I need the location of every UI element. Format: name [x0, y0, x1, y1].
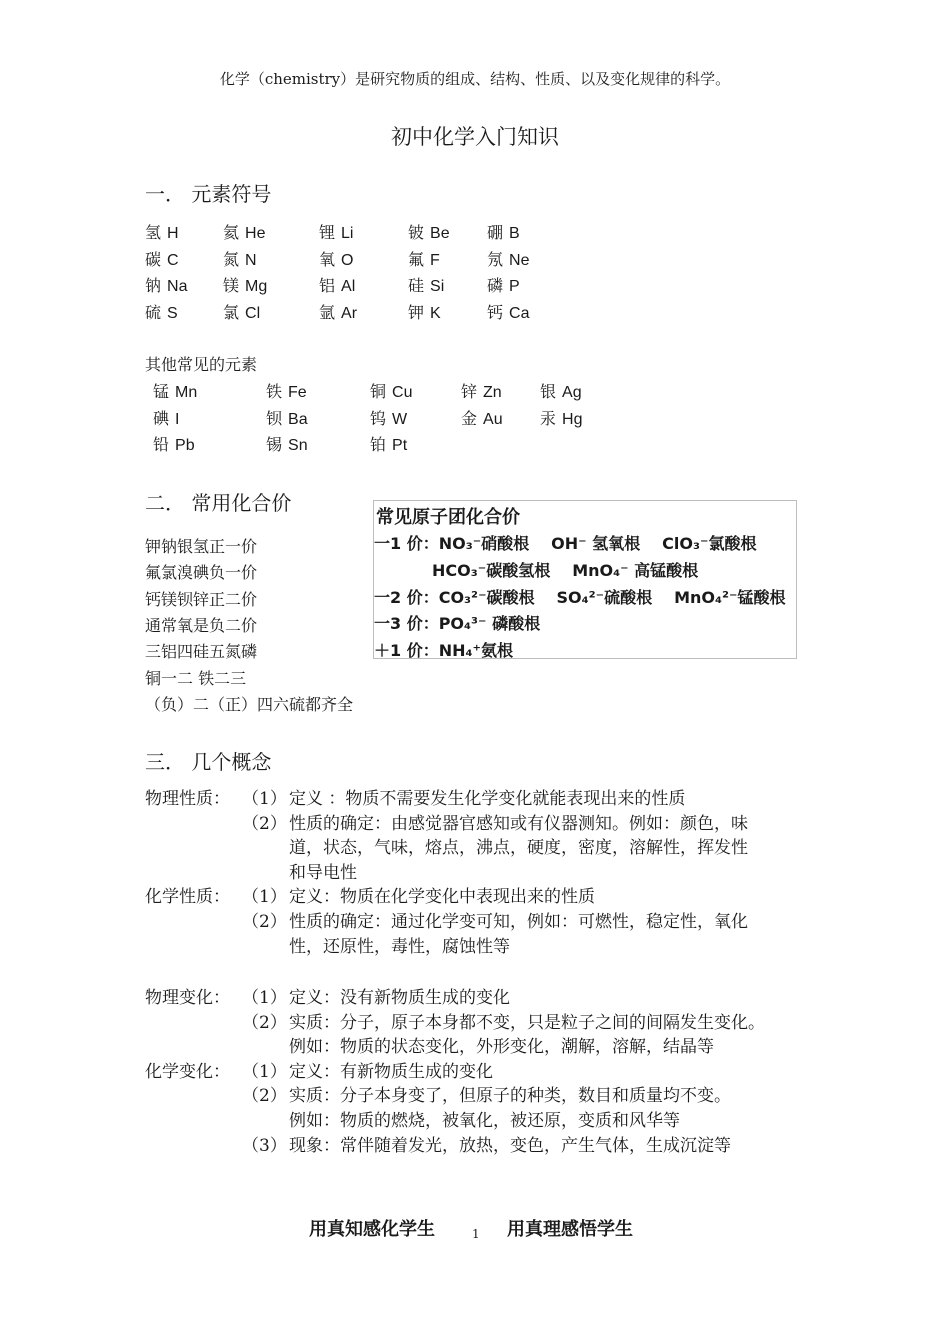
element-symbol: Pb [175, 437, 195, 454]
concept-item-number: （1） [242, 887, 287, 908]
mnemonic-line: 铜一二 铁二三 [145, 668, 247, 688]
concept-text: 性，还原性，毒性，腐蚀性等 [289, 936, 510, 957]
element-cell [370, 432, 407, 455]
element-name: 镁 [223, 276, 240, 295]
element-cell [319, 300, 357, 323]
element-symbol: Na [167, 278, 188, 295]
element-name: 锡 [266, 435, 283, 454]
element-symbol: W [392, 410, 408, 428]
page-header: 化学（chemistry）是研究物质的组成、结构、性质、以及变化规律的科学。 [219, 70, 731, 88]
element-name: 碘 [153, 408, 170, 428]
element-name: 氢 [145, 223, 162, 242]
concept-label: 化学变化： [145, 1061, 230, 1082]
radical-entry: ＋1 价：NH₄⁺氨根 [374, 641, 513, 660]
concept-text: 现象：常伴随着发光，放热，变色，产生气体，生成沉淀等 [289, 1135, 731, 1156]
section1-heading: 一． 元素符号 [145, 182, 272, 206]
element-symbol: Fe [288, 384, 307, 401]
concept-text: 定义：有新物质生成的变化 [289, 1061, 493, 1082]
element-name: 铜 [370, 382, 387, 401]
element-cell [370, 406, 407, 429]
element-name: 磷 [487, 276, 504, 295]
element-name: 钨 [370, 408, 387, 428]
element-cell [266, 432, 308, 455]
radical-entry: OH⁻ 氢氧根 [551, 534, 641, 553]
element-cell [223, 247, 257, 270]
element-symbol: P [509, 278, 520, 295]
radical-valence-line [374, 611, 562, 634]
element-cell [145, 273, 187, 296]
element-name: 氦 [223, 223, 240, 242]
element-name: 铁 [266, 382, 283, 401]
element-cell [487, 220, 520, 243]
concept-text: 和导电性 [289, 862, 357, 883]
radical-valence-line [374, 585, 808, 608]
element-name: 铝 [319, 276, 336, 295]
concept-label: 化学性质： [145, 887, 230, 908]
concept-text: 定义：物质在化学变化中表现出来的性质 [289, 887, 595, 908]
radical-valence-line [374, 531, 778, 554]
element-name: 金 [461, 408, 478, 428]
element-cell [153, 432, 195, 455]
element-cell [145, 247, 179, 270]
element-cell [408, 300, 441, 323]
concept-item-number: （1） [242, 789, 287, 809]
concept-text: 定义 ：物质不需要发生化学变化就能表现出来的性质 [289, 789, 686, 809]
element-name: 铂 [370, 435, 387, 454]
concept-text: 道，状态，气味，熔点，沸点，硬度，密度，溶解性，挥发性 [289, 838, 748, 859]
element-cell [540, 379, 582, 402]
concept-text: 例如：物质的燃烧，被氧化，被还原，变质和风华等 [289, 1111, 680, 1131]
element-name: 氮 [223, 249, 240, 269]
concept-item-number: （3） [242, 1135, 287, 1156]
element-symbol: H [167, 225, 179, 242]
element-name: 钡 [266, 408, 283, 428]
radical-entry: HCO₃⁻碳酸氢根 [432, 561, 551, 580]
element-name: 铅 [153, 435, 170, 454]
concept-item-number: （2） [242, 1012, 287, 1033]
element-symbol: Pt [392, 437, 408, 454]
radical-entry: SO₄²⁻硫酸根 [556, 588, 653, 607]
element-symbol: Zn [483, 384, 502, 401]
element-name: 氩 [319, 302, 336, 322]
element-name: 锰 [153, 382, 170, 401]
other-elements-heading: 其他常见的元素 [145, 355, 258, 374]
element-cell [461, 406, 503, 429]
element-cell [153, 406, 179, 429]
concept-text: 定义：没有新物质生成的变化 [289, 988, 510, 1008]
element-symbol: Be [430, 225, 450, 242]
element-symbol: K [430, 304, 441, 322]
element-cell [461, 379, 502, 402]
mnemonic-line: 氟氯溴碘负一价 [145, 563, 258, 583]
element-cell [153, 379, 197, 402]
element-name: 氯 [223, 302, 240, 322]
radical-valence-line [374, 638, 535, 661]
concept-text: 实质：分子，原子本身都不变，只是粒子之间的间隔发生变化。 [289, 1012, 765, 1033]
mnemonic-line: 三铝四硅五氮磷 [145, 642, 258, 662]
element-symbol: O [341, 251, 354, 269]
footer-right-slogan: 用真理感悟学生 [507, 1219, 633, 1240]
element-cell [223, 300, 260, 323]
radical-entry: 一1 价：NO₃⁻硝酸根 [374, 534, 530, 553]
radical-entry: ClO₃⁻氯酸根 [662, 534, 757, 553]
element-cell [408, 247, 440, 270]
radical-entry: MnO₄⁻ 高锰酸根 [572, 561, 699, 580]
element-symbol: F [430, 251, 440, 269]
element-cell [223, 273, 267, 296]
element-symbol: Al [341, 278, 356, 295]
element-symbol: Mg [245, 278, 268, 295]
element-symbol: Hg [562, 410, 583, 428]
mnemonic-line: 通常氧是负二价 [145, 615, 258, 635]
concept-label: 物理变化： [145, 988, 230, 1008]
element-symbol: Ca [509, 304, 530, 322]
element-cell [266, 406, 308, 429]
mnemonic-line: （负）二（正）四六硫都齐全 [145, 694, 354, 714]
concept-text: 性质的确定：通过化学变可知，例如：可燃性，稳定性，氧化 [289, 912, 748, 932]
concept-item-number: （2） [242, 813, 287, 834]
concept-text: 实质：分子本身变了，但原子的种类，数目和质量均不变。 [289, 1086, 731, 1107]
element-name: 钙 [487, 302, 504, 322]
element-symbol: Ne [509, 251, 530, 269]
element-cell [487, 273, 520, 296]
element-symbol: Cl [245, 304, 261, 322]
concept-label: 物理性质： [145, 789, 230, 809]
element-name: 氧 [319, 249, 336, 269]
element-cell [370, 379, 412, 402]
element-name: 锂 [319, 223, 336, 242]
section3-heading: 三． 几个概念 [145, 750, 272, 774]
element-name: 硼 [487, 223, 504, 242]
radical-entry: 一2 价：CO₃²⁻碳酸根 [374, 588, 535, 607]
radical-valence-line [432, 558, 720, 581]
element-symbol: Mn [175, 384, 198, 401]
radical-entry: MnO₄²⁻锰酸根 [674, 588, 786, 607]
element-symbol: B [509, 225, 520, 242]
element-name: 锌 [461, 382, 478, 401]
element-cell [487, 300, 529, 323]
element-cell [540, 406, 582, 429]
element-symbol: Ba [288, 410, 308, 428]
concept-text: 性质的确定：由感觉器官感知或有仪器测知。例如：颜色，味 [289, 813, 748, 834]
element-symbol: N [245, 251, 257, 269]
element-symbol: Cu [392, 384, 413, 401]
element-name: 钠 [145, 276, 162, 295]
element-cell [408, 220, 450, 243]
element-symbol: C [167, 251, 179, 269]
element-symbol: S [167, 304, 178, 322]
page-title: 初中化学入门知识 [391, 125, 559, 149]
page-number: 1 [472, 1227, 480, 1241]
element-cell [319, 273, 355, 296]
element-symbol: Au [483, 410, 503, 428]
element-cell [145, 300, 178, 323]
element-symbol: Si [430, 278, 445, 295]
element-name: 铍 [408, 223, 425, 242]
radical-valence-box [373, 500, 797, 659]
element-cell [145, 220, 179, 243]
element-name: 银 [540, 382, 557, 401]
mnemonic-line: 钙镁钡锌正二价 [145, 589, 258, 609]
element-cell [319, 247, 353, 270]
footer-left-slogan: 用真知感化学生 [309, 1219, 435, 1240]
section2-heading: 二． 常用化合价 [145, 491, 292, 515]
element-name: 碳 [145, 249, 162, 269]
element-name: 硫 [145, 302, 162, 322]
element-symbol: Ar [341, 304, 358, 322]
element-name: 钾 [408, 302, 425, 322]
element-cell [487, 247, 529, 270]
element-name: 氟 [408, 249, 425, 269]
radical-box-title: 常见原子团化合价 [376, 507, 520, 528]
element-cell [319, 220, 353, 243]
radical-entry: 一3 价：PO₄³⁻ 磷酸根 [374, 614, 541, 633]
mnemonic-line: 钾钠银氢正一价 [145, 537, 258, 556]
concept-item-number: （2） [242, 912, 287, 932]
element-symbol: Ag [562, 384, 582, 401]
element-symbol: Sn [288, 437, 308, 454]
element-cell [408, 273, 444, 296]
element-name: 硅 [408, 276, 425, 295]
element-symbol: I [175, 410, 180, 428]
element-name: 汞 [540, 408, 557, 428]
concept-item-number: （1） [242, 988, 287, 1008]
concept-item-number: （1） [242, 1061, 287, 1082]
element-cell [266, 379, 307, 402]
concept-text: 例如：物质的状态变化，外形变化，潮解，溶解，结晶等 [289, 1037, 714, 1058]
concept-item-number: （2） [242, 1086, 287, 1107]
element-symbol: Li [341, 225, 354, 242]
element-cell [223, 220, 265, 243]
element-name: 氖 [487, 249, 504, 269]
element-symbol: He [245, 225, 266, 242]
